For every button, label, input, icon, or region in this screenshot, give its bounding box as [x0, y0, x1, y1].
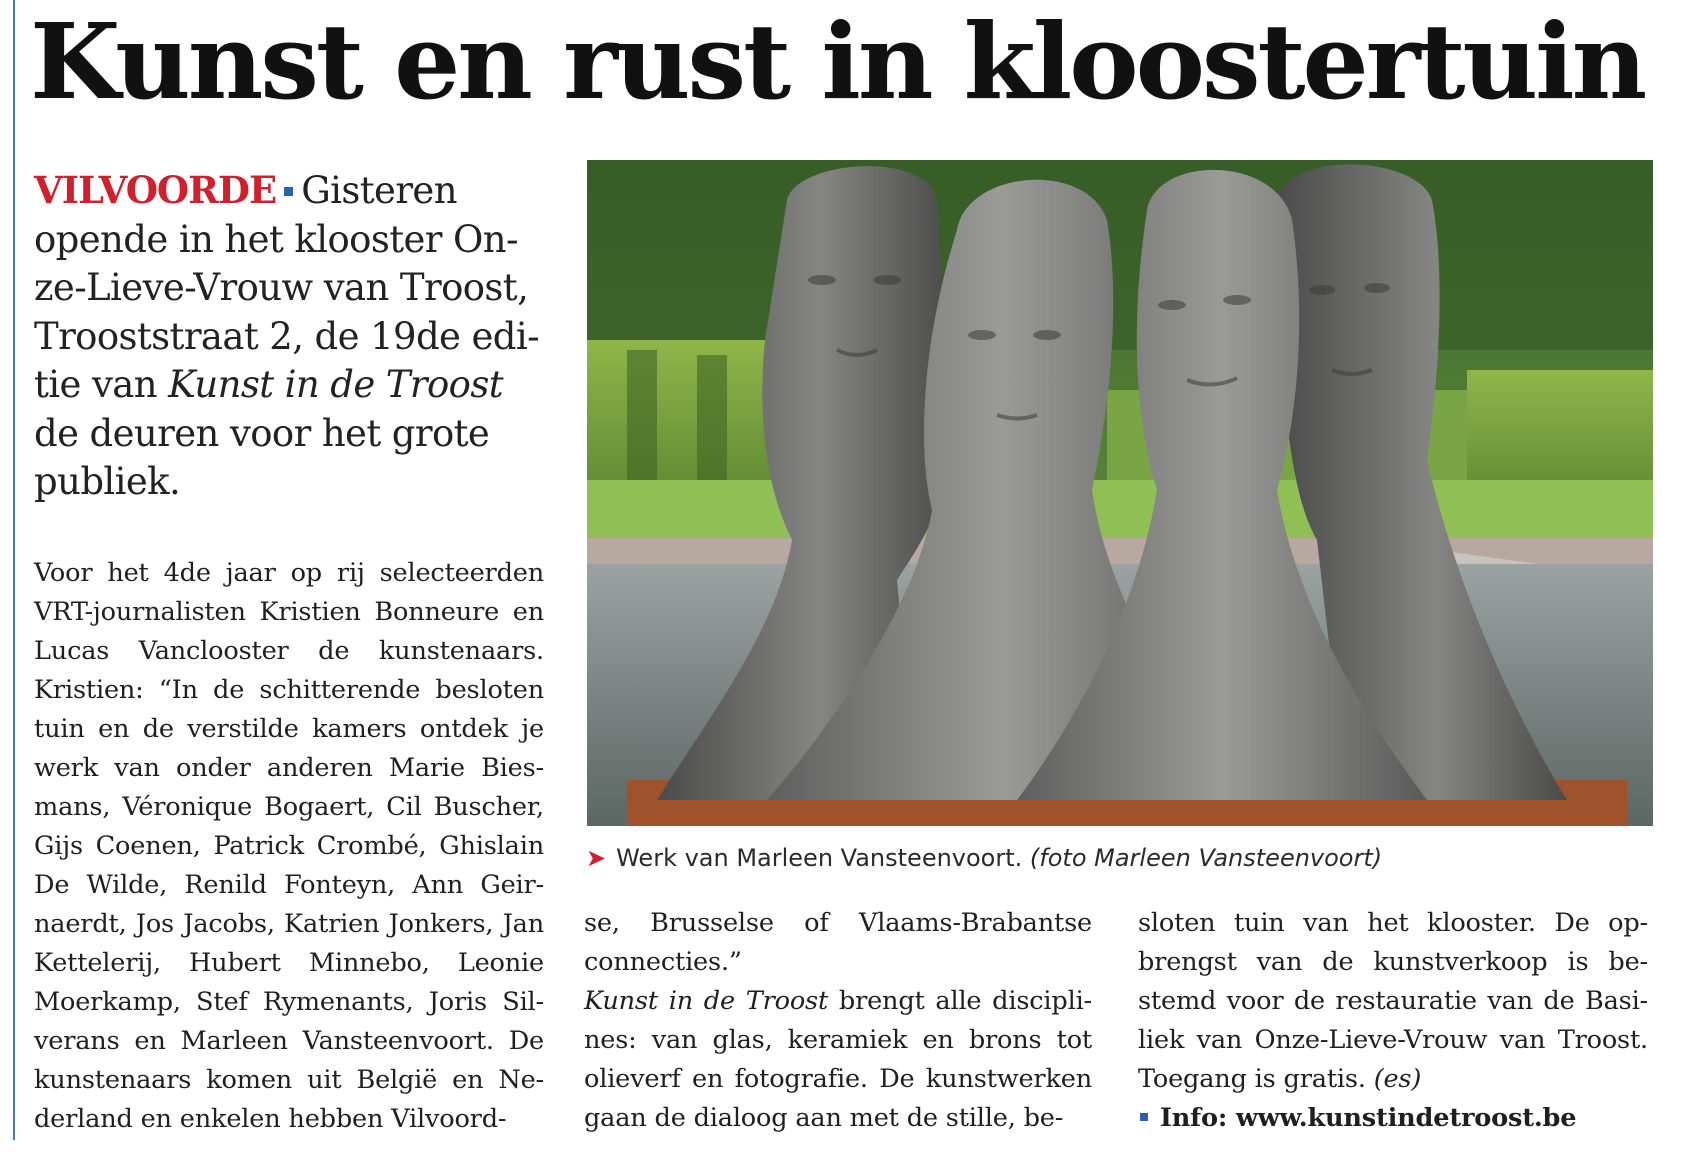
bullet-square-icon [284, 187, 293, 196]
dateline: VILVOORDE [34, 168, 277, 212]
caption-arrow-icon: ➤ [586, 844, 607, 872]
body-column-1 [34, 554, 544, 1139]
body-text-3: sloten tuin van het klooster. De op-brengst van de kunstverkoop is be-stemd voor de restauratie van de Basi-liek van Onze-Lieve-Vrouw van Troost. Toegang is gratis. [1138, 908, 1648, 1094]
body-text-2-italic: Kunst in de Troost [584, 986, 829, 1016]
article-photo [587, 160, 1653, 826]
info-line [1138, 1099, 1648, 1138]
body-text-2b: brengt alle discipli-nes: van glas, keramiek en brons tot olieverf en fotografie. De kunstwerken gaan de dialoog aan met de stille, be- [584, 986, 1093, 1133]
lead-paragraph [34, 166, 554, 507]
caption-credit: (foto Marleen Vansteenvoort) [1029, 844, 1383, 872]
headline: Kunst en rust in kloostertuin [30, 0, 1645, 123]
info-bullet-icon [1140, 1113, 1148, 1121]
byline: (es) [1373, 1064, 1422, 1094]
info-link[interactable]: Info: www.kunstindetroost.be [1160, 1103, 1577, 1133]
photo-caption [586, 844, 1382, 872]
body-column-2 [584, 904, 1092, 1138]
body-column-3 [1138, 904, 1648, 1138]
body-text-2a: se, Brusselse of Vlaams-Brabantse connecties.” [584, 908, 1092, 977]
caption-text: Werk van Marleen Vansteenvoort. [616, 844, 1023, 872]
lead-rest: de deuren voor het grote publiek. [34, 411, 490, 503]
lead-intro: Gisteren opende in het klooster On-ze-Lieve-Vrouw van Troost, Trooststraat 2, de 19de edi-tie van [34, 169, 540, 406]
column-rule [13, 0, 15, 1140]
body-text-1: Voor het 4de jaar op rij selecteerden VRT-journalisten Kristien Bonneure en Lucas Vanclooster de kunstenaars. Kristien: “In de schitterende besloten tuin en de verstilde kamers ontdek je werk van onder anderen Marie Bies-mans, Véronique Bogaert, Cil Buscher, Gijs Coenen, Patrick Crombé, Ghislain De Wilde, Renild Fonteyn, Ann Geir-naerdt, Jos Jacobs, Katrien Jonkers, Jan Kettelerij, Hubert Minnebo, Leonie Moerkamp, Stef Rymenants, Joris Sil-verans en Marleen Vansteenvoort. De kunstenaars komen uit België en Ne-derland en enkelen hebben Vilvoord- [34, 558, 544, 1134]
lead-title-italic: Kunst in de Troost [168, 363, 503, 406]
